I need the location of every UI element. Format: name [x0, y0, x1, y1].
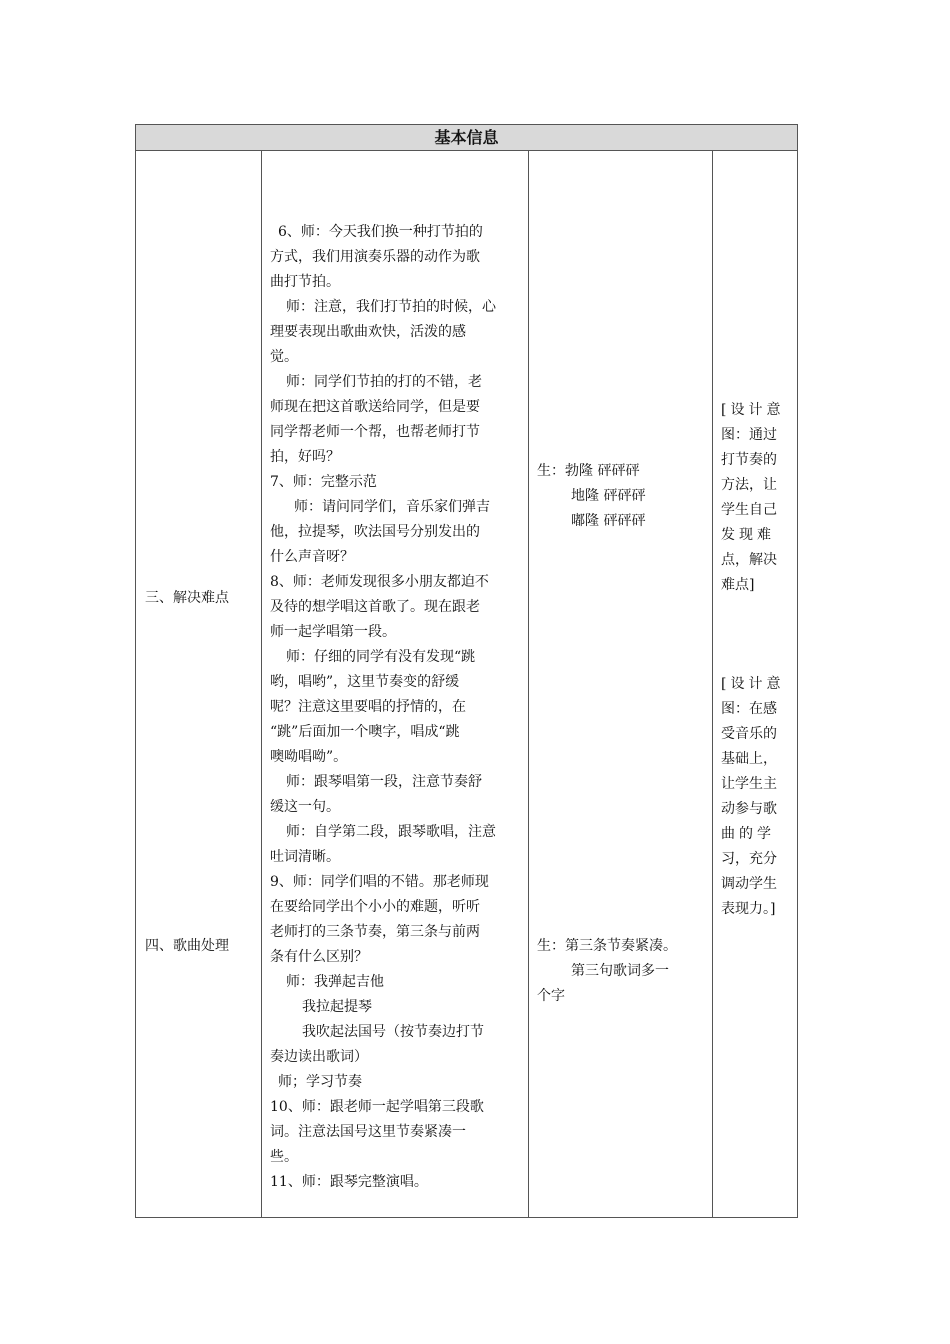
text-line: 10、师：跟老师一起学唱第三段歌 — [270, 1099, 484, 1115]
text-line: 发现难 — [721, 527, 775, 543]
text-line: 地隆 砰砰砰 — [571, 488, 646, 504]
text-line: 动参与歌 — [721, 801, 777, 817]
text-line: 6、师：今天我们换一种打节拍的 — [278, 224, 483, 240]
text-line: “跳”后面加一个噢字，唱成“跳 — [270, 724, 460, 740]
column-divider — [528, 151, 529, 1217]
text-line: 条有什么区别？ — [270, 949, 368, 965]
column-divider — [712, 151, 713, 1217]
text-line: 师：自学第二段，跟琴歌唱，注意 — [286, 824, 496, 840]
text-line: 我拉起提琴 — [302, 999, 372, 1015]
text-line: 词。注意法国号这里节奏紧凑一 — [270, 1124, 466, 1140]
text-line: 同学帮老师一个帮，也帮老师打节 — [270, 424, 480, 440]
text-line: 表现力。] — [721, 901, 776, 917]
text-line: 吐词清晰。 — [270, 849, 340, 865]
student-activity-2 — [537, 934, 709, 1009]
teacher-activity — [270, 220, 526, 1195]
text-line: 哟，唱哟”，这里节奏变的舒缓 — [270, 674, 460, 690]
column-divider — [261, 151, 262, 1217]
text-line: 难点] — [721, 577, 755, 593]
text-line: 师：仔细的同学有没有发现“跳 — [286, 649, 476, 665]
text-line: 9、师：同学们唱的不错。那老师现 — [270, 874, 489, 890]
text-line: 他，拉提琴，吹法国号分别发出的 — [270, 524, 480, 540]
text-line: 在要给同学出个小小的难题，听听 — [270, 899, 480, 915]
text-line: 曲的学 — [721, 826, 775, 842]
text-line: 点，解决 — [721, 552, 777, 568]
text-line: 奏边读出歌词） — [270, 1049, 368, 1065]
text-line: 习，充分 — [721, 851, 777, 867]
text-line: 师：同学们节拍的打的不错，老 — [286, 374, 482, 390]
text-line: 师：跟琴唱第一段，注意节奏舒 — [286, 774, 482, 790]
text-line: 打节奏的 — [721, 452, 777, 468]
text-line: 什么声音呀？ — [270, 549, 354, 565]
text-line: 7、师：完整示范 — [270, 474, 377, 490]
text-line: 师：请问同学们，音乐家们弹吉 — [294, 499, 490, 515]
text-line: 呢？注意这里要唱的抒情的，在 — [270, 699, 466, 715]
text-line: 老师打的三条节奏，第三条与前两 — [270, 924, 480, 940]
text-line: 方法，让 — [721, 477, 777, 493]
text-line: 学生自己 — [721, 502, 777, 518]
text-line: 基础上， — [721, 751, 777, 767]
text-line: 我吹起法国号（按节奏边打节 — [302, 1024, 484, 1040]
text-line: 及待的想学唱这首歌了。现在跟老 — [270, 599, 480, 615]
text-line: 8、师：老师发现很多小朋友都迫不 — [270, 574, 489, 590]
text-line: 受音乐的 — [721, 726, 777, 742]
text-line: 生：勃隆 砰砰砰 — [537, 463, 640, 479]
stage-label-difficulty: 三、解决难点 — [145, 590, 229, 606]
text-line: 觉。 — [270, 349, 298, 365]
text-line: 让学生主 — [721, 776, 777, 792]
text-line: 方式，我们用演奏乐器的动作为歌 — [270, 249, 480, 265]
text-line: 师；学习节奏 — [278, 1074, 362, 1090]
text-line: 图：通过 — [721, 427, 777, 443]
lesson-plan-table — [135, 124, 798, 1218]
design-intent-1 — [721, 398, 795, 598]
text-line: 11、师：跟琴完整演唱。 — [270, 1174, 428, 1190]
text-line: [设计意 — [721, 676, 785, 692]
text-line: 噢呦唱呦”。 — [270, 749, 348, 765]
text-line: [设计意 — [721, 402, 785, 418]
text-line: 第三句歌词多一 — [571, 963, 669, 979]
text-line: 些。 — [270, 1149, 298, 1165]
stage-label-song: 四、歌曲处理 — [145, 938, 229, 954]
text-line: 曲打节拍。 — [270, 274, 340, 290]
text-line: 嘟隆 砰砰砰 — [571, 513, 646, 529]
text-line: 个字 — [537, 988, 565, 1004]
text-line: 缓这一句。 — [270, 799, 340, 815]
text-line: 理要表现出歌曲欢快，活泼的感 — [270, 324, 466, 340]
text-line: 师现在把这首歌送给同学，但是要 — [270, 399, 480, 415]
table-header: 基本信息 — [136, 125, 797, 151]
design-intent-2 — [721, 672, 795, 922]
text-line: 生：第三条节奏紧凑。 — [537, 938, 677, 954]
text-line: 师：我弹起吉他 — [286, 974, 384, 990]
student-activity-1 — [537, 459, 709, 534]
text-line: 师一起学唱第一段。 — [270, 624, 396, 640]
text-line: 调动学生 — [721, 876, 777, 892]
text-line: 图：在感 — [721, 701, 777, 717]
text-line: 师：注意，我们打节拍的时候，心 — [286, 299, 496, 315]
text-line: 拍，好吗？ — [270, 449, 340, 465]
